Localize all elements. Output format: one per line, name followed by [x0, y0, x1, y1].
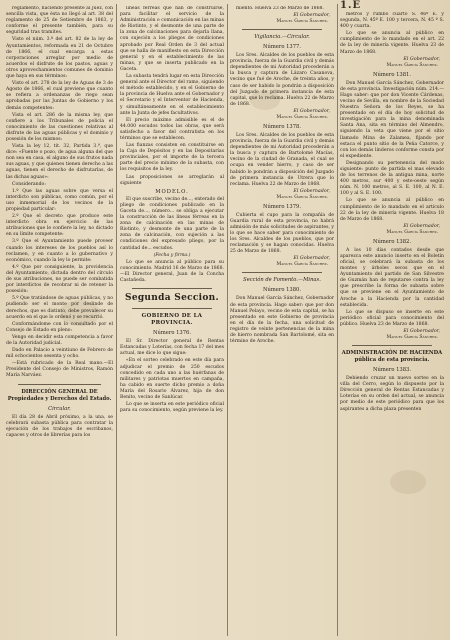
paragraph: El día 28 de Abril próximo, a la una, se celebrará subasta pública para contratar la ejecución de los trabajos de escribanos, capaces y otros de librerías para los [6, 414, 113, 438]
notice-number: Número 1379. [263, 203, 301, 210]
divider [242, 272, 322, 273]
paragraph: El precio máximo admisible es el de 44.000 escudos todos las obras, que será satisfecho a favor del contratista en los términos que se establecen. [120, 117, 224, 141]
notice-number: Número 1381. [373, 71, 411, 78]
notice-number: Número 1378. [263, 123, 301, 130]
paragraph: 2.º Que el decreto que produce este interdicto obra en ejercicio de las atribuciones que le confiere la ley, no dictado en su límite competente: [6, 214, 113, 238]
signature-title: El Gobernador, [293, 188, 330, 194]
paragraph: 3.º Que el Ayuntamiento puede proveer cuando los intereses de los pueblos así lo reclamen, y en cuanto a lo gubernativo y económico, cuando la ley lo permite: [6, 239, 113, 263]
signature-name: Manuel García Sánchez. [386, 335, 438, 341]
paragraph: «En el sorteo celebrado en este día para adjudicar el premio de 250 escudos concedido en cada uno a las huérfanas de militares y patriotas muertos en campaña, ha cabido en suerte dicho premio a doña María del Rosario Álvarez, hija de don Benito, vecino de Sanlúcar. [120, 358, 224, 400]
column-rule [227, 4, 228, 636]
signature-name: Manuel García Sánchez. [386, 62, 438, 68]
paragraph: Cubierta el cupo para la compañía de Guardia rural de esta provincia, no habrá admisión de más solicitudes de aspirantes, y lo que se hace saber para conocimiento de los Sres. Alcaldes de los pueblos, que por reclamación y se hagan conocidas. Huelva 25 de Marzo de 1868. [230, 212, 334, 255]
paragraph: Visto el art. 278 de la ley de Aguas de 3 de Agosto de 1866, el cual previene que cuanto se refiera a ordenanzas de riego sean aprobadas por las Juntas de Gobierno y los demás competentes: [6, 81, 113, 111]
paragraph: Debiendo cruzar un nuevo sorteo en la villa del Cerro, según lo dispuesto por la Dirección general de Rentas Estancadas y Loterías en su orden del actual, se anuncia por medio de este periódico para que los aspirantes a dicha plaza presenten [340, 376, 444, 412]
signature-name: Manuel García Sánchez. [276, 262, 328, 268]
column-rule [337, 4, 338, 636]
notice-number: Número 1377. [263, 44, 301, 51]
divider [18, 384, 101, 385]
signature-name: Manuel García Sánchez. [276, 194, 328, 200]
paragraph: Visto el núm. 3.º del art. 82 de la ley de Ayuntamientos, reformada en 21 de Octubre de 1866, el cual encarga a estas corporaciones arreglar por medio de acuerdos el disfrute de los pastos, aguas y otros aprovechamientos comunes de dominio que haya en sus términos: [6, 37, 113, 80]
paragraph: Vista el art. 286 de la misma ley, que confiere a los Tribunales de policía el conocimiento de las cuestiones relativas al disfrute de las aguas públicas y el dominio y posesión de los mismos: [6, 112, 113, 142]
paragraph: El Sr. Director general de Rentas Estancadas y Loterías, con fecha 17 del mes actual, me dice lo que sigue: [120, 339, 224, 357]
column-rule [116, 4, 117, 636]
paragraph: Lo que se anuncia al público para su conocimiento. Madrid 16 de Marzo de 1868.—El Director general, Juan de la Concha Castañeda. [120, 259, 224, 284]
column-2 [120, 6, 224, 634]
paragraph: miento. Huelva 23 de Marzo de 1868. [236, 6, 324, 11]
signature-name: Manuel García Sánchez. [276, 114, 328, 120]
section-heading: ADMINISTRACIÓN DE HACIENDA pública de esta provincia. [341, 350, 443, 364]
divider [242, 29, 322, 30]
masthead-fragment: 1.E [340, 0, 362, 10]
signature-title: El Gobernador, [293, 108, 330, 114]
paragraph: reglamento, haciendo presente al Juez, con sencilla vista, que ésta no llegó al art. 38 del reglamento de 25 de Setiembre de 1863, y conforme el presente también, para su seguridad tras tramites. [6, 6, 113, 36]
paragraph: 5.º Que tratándose de aguas públicas, y no pudiendo ser el monte por deslinde de derechos, que es distinto, debe prevalecer su acuerdo en el que lo ordenó y se recurrió. [6, 296, 113, 320]
paragraph: Lo que se dispuso se inserte en este periódico oficial para conocimiento del público. Huelva 23 de Marzo de 1868. [340, 309, 444, 327]
paragraph: Lo que se inserta en este periódico oficial para su conocimiento, según previene la ley. [120, 402, 224, 414]
paragraph: Los Sres. Alcaldes de los pueblos de esta provincia, fuerza de la Guardia civil y demás dependientes de mi Autoridad procederán a la busca y captura de Bartolomé Macías, vecino de la ciudad de Granada, el cual se ocupa en vender hierro, y caso de ser habido lo pondrán a disposición del Juzgado de primera instancia de Utrera que lo reclama. Huelva 22 de Marzo de 1868. [230, 132, 334, 187]
column-1 [6, 6, 113, 634]
section-heading: DIRECCIÓN GENERAL DE Propiedades y Derechos del Estado. [7, 388, 112, 402]
paragraph: —Está rubricado de la Real mano.—El Presidente del Consejo de Ministros, Ramón María Narváez. [6, 361, 113, 379]
notice-number: Número 1376. [153, 330, 191, 337]
notice-number: Número 1383. [373, 367, 411, 374]
divider [132, 308, 212, 309]
notice-number: Número 1382. [373, 238, 411, 245]
paragraph: Lo que se anuncia al público en cumplimiento de lo mandado en el art. 22 de la ley de minería vigente. Huelva 23 de Marzo de 1868. [340, 31, 444, 55]
divider [132, 288, 212, 289]
paragraph: Conformándome con lo consultado por el Consejo de Estado en pleno: [6, 321, 113, 333]
paragraph: Don Manuel García Sánchez, Gobernador de esta provincia. Hago saber: que por don Manuel Pelayo, vecino de esta capital, se ha presentado en este Gobierno de provincia en el día de la fecha, una solicitud de registro de veinte pertenencias de la mina de hierro nombrada San Bartolomé, sita en término de Aroche. [230, 296, 334, 345]
signature-title: El Gobernador, [293, 13, 330, 19]
signature-name: Manuel García Sánchez. [386, 229, 438, 235]
paragraph: Las proposiciones se arreglarán al siguiente [120, 174, 224, 186]
section-heading: Sección de Fomento.—Minas. [243, 277, 321, 284]
signature-title: El Gobernador, [403, 223, 440, 229]
paragraph: Vengo en decidir esta competencia a favor de la Autoridad judicial. [6, 334, 113, 346]
paragraph: A los 10 días contados desde que aparezca este anuncio inserto en el Boletín oficial, se celebrará la subasta de los montes y árboles secos que en el Ayuntamiento del partido de San Silvestre de Guzmán han de reputarse contra la ley que prescribe la forma de subasta sobre que se previene en el Ayuntamiento de Aroche a la Hacienda por la cantidad establecida. [340, 247, 444, 308]
paragraph: Lo que se anuncia al público en cumplimiento de lo mandado en el artículo 22 de la ley de minería vigente. Huelva 18 de Marzo de 1868. [340, 198, 444, 222]
signature-note: (Fecha y firma.) [153, 252, 191, 258]
paragraph: Vista la ley 12, tit. 32, Partida 3.ª, que dice: «Fuente o pozo, de agua alguna del que non sea en casa, el alguno de sus frutos nada sus aguas, y que quienes tienen derecho a las aguas, tienen el derecho de disfrutarlas, de las dichas aguas»: [6, 144, 113, 180]
notice-label: Circular. [48, 405, 71, 412]
paragraph: Don Manuel García Sánchez, Gobernador de esta provincia. Investigación núm. 214.—Hago saber: que por don Vicente Cárdenas, vecino de Sevilla, en nombre de la Sociedad Nuestra Señora de los Reyes, se ha presentado en el día de hoy solicitud de investigación para la mina denominada Santa Ana, sita en término del Almendro, siguiendo la veta que viene por el sitio llamado Mina de Zalamea, fijando por estaca el punto sitio de la Peña Catorce, y con los demás linderos conforme consta por el expediente. [340, 80, 444, 159]
paragraph: 1.º Que las aguas sobre que versa el interdicto son públicas, como común, por el uso inmemorial de los vecinos de la propiedad particular: [6, 188, 113, 212]
paragraph: metros y rumbo cuarto S. 46º E. y segunda, N. 45º E. 100 y tercera, N. 45 º S. 400 y cuarta. [340, 12, 444, 30]
signature-title: El Gobernador, [403, 329, 440, 335]
paragraph: lineas férreas que han de construirse, para facilitar el servicio de la Administración o comunicación en las minas de Riotinto, y el desmonte de una parte de la zona de calcinaciones para dejarla llana, con sujeción a los pliegos de condiciones aprobado por Real Orden de 3 del actual que se halla de manifiesto en esta Dirección general y en el establecimiento de las minas, y que se inserta publicado en la Gaceta. [120, 6, 224, 72]
paragraph: El que suscribe, vecino de..., enterado del pliego de condiciones publicado en la Gaceta de..., número... se obliga a ejecutar la construcción de las líneas férreas en la zona de calcinación en las minas de Riotinto, y desmonte de una parte de la zona de calcinación, con sujeción a las condiciones del expresado pliego, por la cantidad de... escudos. [120, 196, 224, 251]
paragraph: Los Sres. Alcaldes de los pueblos de esta provincia, fuerza de la Guardia civil y demás dependientes de mi Autoridad procederán a la busca y captura de Lázaro Casanova, vecino que fué de Aroche, de treinta años, y caso de ser habido lo pondrán a disposición del Juzgado de primera instancia de esta capital, que lo reclama. Huelva 22 de Marzo de 1868. [230, 53, 334, 107]
column-3 [230, 6, 334, 634]
model-heading: MODELO. [155, 188, 189, 195]
section-heading: Vigilancia.—Circular. [254, 34, 310, 41]
signature-title: El Gobernador, [293, 256, 330, 262]
signature-title: El Gobernador, [403, 56, 440, 62]
section-heading: GOBIERNO DE LA PROVINCIA. [141, 313, 203, 327]
paragraph: La subasta tendrá lugar en esta Dirección general ante el Director del ramo, siguiendo el método establecido, y en el Gobierno de la provincia de Huelva ante el Gobernador y el Secretario y el Interventor de Hacienda, y simultáneamente en el establecimiento ante la Junta de jefes facultativos. [120, 74, 224, 116]
divider [352, 345, 432, 346]
signature-name: Manuel García Sánchez. [276, 19, 328, 25]
paragraph: 4.º Que por consiguiente, la providencia del Ayuntamiento, dictada dentro del círculo de sus atribuciones, no puede ser combatida por interdictos de recobrar ni de retener la posesión: [6, 264, 113, 295]
paragraph: Considerando: [12, 181, 46, 187]
column-4 [340, 12, 444, 634]
section-title: Segunda Seccion. [125, 293, 219, 304]
paragraph: Dado en Palacio a veintiuno de Febrero de mil ochocientos sesenta y ocho. [6, 348, 113, 360]
paragraph: Las fianzas consisten en constituirse en la Caja de Depósitos y en las Depositarías provinciales, por el importe de la tercera parte del precio mínimo de la subasta, con los requisitos de la ley. [120, 143, 224, 173]
notice-number: Número 1380. [263, 287, 301, 294]
paragraph: Designando su pertenencia del modo siguiente: punto de partida el mas elevado de los terrenos de la antigua mina, norte 400 metros, sur 400 y este-oeste según núm. N. 100 metros, al S. E. 100, al N. E. 100 y al S. E. 100. [340, 160, 444, 197]
